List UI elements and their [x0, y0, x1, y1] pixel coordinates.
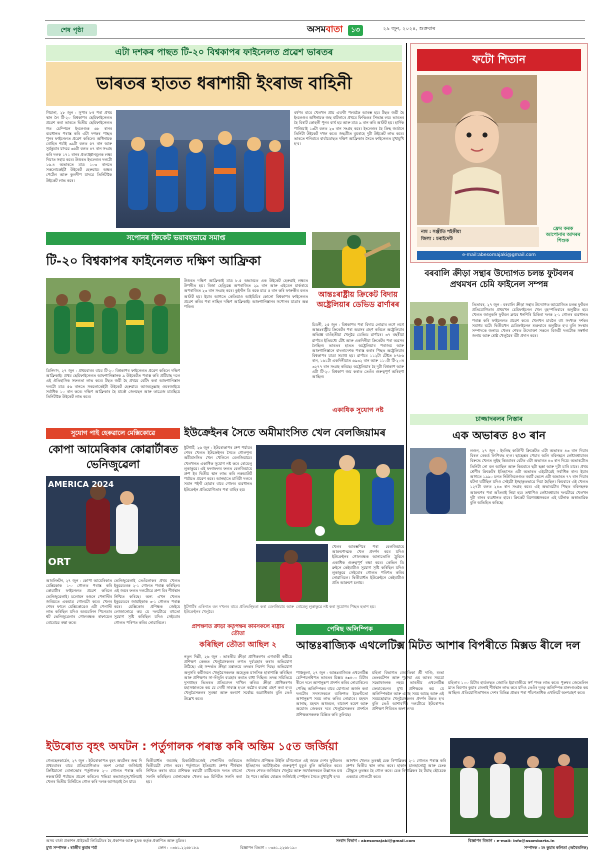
sa-photo [46, 278, 180, 364]
football-photo [410, 302, 468, 360]
copa-headline: কোপা আমেৰিকাৰ কোৱাৰ্টাৰত ভেনিজুৱেলা [48, 443, 178, 471]
photo-feature-email[interactable]: e-mail:abesomajaki@gmail.com [417, 251, 581, 260]
photo-feature-box [410, 43, 588, 263]
sa-headline: টি-২০ বিশ্বকাপৰ ফাইনেলত দক্ষিণ আফ্ৰিকা [46, 253, 261, 268]
frame-it-note: ফ্ৰেম কৰক আপোনাৰ আদৰৰ শিশুক [545, 227, 581, 244]
ukraine-body-2: খেলৰ আৰম্ভণিৰে পৰা বেলজিয়ামে আক্ৰমণাত্মক খেল প্ৰদৰ্শন কৰে যদিও ইউক্ৰেইনৰ গোলৰক্ষক আনাতোলি ট্ৰুবিনে একাধিক গুৰুত্বপূৰ্ণ ৰক্ষা কৰে। কেভিন ডি ব্ৰুইনে কেইবাটাও সুযোগ সৃষ্টি কৰিছিল যদিও লুকাকুৱে সেইবোৰ গোলত পৰিণত কৰিব নোৱাৰিলে। দ্বিতীয়াৰ্ধত ইউক্ৰেইনে কেইবাটাও প্ৰতি আক্ৰমণ চলায়। [332, 544, 404, 586]
photo-feature-title: ফটো শিতান [417, 49, 581, 71]
football-body: তিতাবৰ, ২৭ জুন : বৰবালি ক্ৰীড়া সন্থাৰ উদ্যোগত আয়োজিত চলন্ত ফুটবল প্ৰতিযোগিতাৰ প্ৰথমখন চেমিফাইনেল খেল বৃহস্পতিবাৰে অনুষ্ঠিত হয়। খেলত জালুকনি ফুটবল ক্লাবে ধনশিৰি চিকিৰা দলক ২-১ গোলৰ ব্যৱধানত পৰাস্ত কৰি ফাইনেলত প্ৰৱেশ কৰে। খেলখন চাবলৈ বহু সংখ্যক দৰ্শকৰ সমাগম ঘটে। দ্বিতীয়খন চেমিফাইনেল শুক্ৰবাৰে অনুষ্ঠিত হ'ব বুলি সংস্থাৰ সম্পাদকে জনায়। খেলৰ শেষত উদ্যোক্তা সকলে বিজয়ী দলটোক সম্বৰ্ধনা জনায় আৰু শ্ৰেষ্ঠ খেলুৱৈৰ বঁটা প্ৰদান কৰে। [472, 302, 588, 339]
rahul-kicker: প্ৰশিক্ষণত ক্ৰীড়া কৰ্তৃপক্ষৰ কৰ্মিসকলে ৰাষ্ট্ৰীয় তৌতা [191, 624, 285, 637]
child-image [417, 75, 537, 225]
football-headline: বৰবালি ক্ৰীড়া সন্থাৰ উদ্যোগত চলন্ত ফুটবলৰ প্ৰথমখন চেমি ফাইনেল সম্পন্ন [424, 268, 574, 289]
footer-line-5[interactable]: সংবাদ বিভাগ : abesomajaki@gmail.com [336, 838, 416, 843]
warner-photo [312, 232, 400, 288]
warner-headline: আন্তঃৰাষ্ট্ৰীয় ক্ৰিকেট বিদায় অষ্ট্ৰেলিয়াৰ ডেভিড ৱাৰ্ণাৰৰ [316, 290, 400, 309]
child-caption-district: জিলা : চৰাইদেউ [421, 237, 453, 242]
copa-photo-banner-2: ORT [48, 557, 71, 568]
lead-headline: ভাৰতৰ হাতত ধৰাশায়ী ইংৰাজ বাহিনী [46, 62, 402, 106]
euro-headline: ইউৰোত বৃহৎ অঘটন : পৰ্তুগালক পৰাস্ত কৰি অন্তিম ১৫ত জৰ্জিয়া [46, 740, 338, 753]
footer [46, 836, 588, 856]
euro-body-2: দ্বিতীয়াৰ্ধত জৰ্জেছ মিকাউটাডজেই পেনাল্টিৰ জৰিয়তে দ্বিতীয়টো গোল কৰে। পৰ্তুগালে ইতিমধ্যে গ্ৰুপৰ শীৰ্ষস্থান নিশ্চিত কৰাৰ বাবে প্ৰশিক্ষক ৰবাৰ্টো মাৰ্টিনেজে দলত বহুতো সলনি কৰিছিল। ৰোনাল্ডোক খেলৰ ৬৬ মিনিটত সলনি কৰা হয়। [146, 758, 242, 784]
copa-body-2: ভেনিজুৱেলাই তেওঁলোকৰ প্ৰথম খেলত ইকুৱেডৰক ২-১ গোলত পৰাস্ত কৰিছিল। এই জয়ৰ ফলত দলটোৱে গ্ৰুপ বিৰ শীৰ্ষস্থান নিশ্চিত কৰিছে। অন্য এখন খেলত ইকুৱেডৰে জামাইকাক ৩-১ গোলত পৰাস্ত কৰে। মেক্সিকোৰ প্ৰশিক্ষক জেইমে লোজানোৱে কয় যে দলটোৱে বহুতো সুযোগ সৃষ্টি কৰিছিল যদিও সেইবোৰ গোলত পৰিণত কৰিব নোৱাৰিলে। [114, 578, 180, 625]
warner-body: চিডনী, ২৫ জুন : বিশ্বকাপৰ পৰা বিদায় লোৱাৰ লগে লগে আন্তঃৰাষ্ট্ৰীয় ক্ৰিকেটৰ পৰা অৱসৰ গ্ৰহণ কৰিলে অষ্ট্ৰেলিয়াৰ অভিজ্ঞ বাওঁহতীয়া খেলুৱৈ ডেভিড ৱাৰ্ণাৰে। ৩৭ বছৰীয়া ৱাৰ্ণাৰে ইতিমধ্যে টেষ্ট আৰু একদিনীয়া ক্ৰিকেটৰ পৰা অৱসৰ লৈছিল। ভাৰতৰ হাতত অষ্ট্ৰেলিয়াৰ পৰাজয় আৰু আফগানিস্তানে বাংলাদেশক পৰাস্ত কৰাৰ পিছত অষ্ট্ৰেলিয়াৰ বিশ্বকাপৰ যাত্ৰা সমাপ্ত হয়। ৱাৰ্ণাৰে ১১২টা টেষ্টত ৮৭৮৬ ৰান, ১৬১টা একদিনীয়াত ৬৯৩২ ৰান আৰু ১১০টা টি-২০ত ৩২৭৭ ৰান সংগ্ৰহ কৰিছে। অষ্ট্ৰেলিয়াৰ হৈ দুটা বিশ্বকাপ আৰু এটা টি-২০ বিশ্বকাপ জয় কৰাত তেওঁৰ গুৰুত্বপূৰ্ণ অৰিহণা আছিল। [312, 322, 404, 380]
lead-body-left: গিয়ানা, ২৮ জুন : সুপাৰ ৮ৰ পৰা প্ৰথম স্থান লৈ টি-২০ বিশ্বকাপৰ ছেমিফাইনেলত প্ৰৱেশ কৰা ভাৰতে দ্বিতীয় ছেমিফাইনেলত গত চেম্পিয়ন ইংলেণ্ডক ৬৮ ৰানৰ ব্যৱধানত পৰাস্ত কৰি এটা দশকৰ পাছত পুনৰ ফাইনেলত প্ৰৱেশ কৰিলে। অধিনায়ক ৰোহিত শৰ্মাই ৩৯টা বলত ৫৭ ৰান আৰু সূৰ্যকুমাৰ যাদৱে ৩৬টা বলত ৪৭ ৰান সংগ্ৰহ কৰি দলক ১৭১ ৰানৰ প্ৰত্যাহ্বানমূলক লক্ষ্য দিয়াত সহায় কৰে। উত্তৰত ইংলেণ্ডৰ দলটো ১৬.৪ অভাৰতে মাত্ৰ ১০৩ ৰানতে সকলোকেইটা উইকেট হেৰুৱায়। অক্ষৰ পেটেল আৰু কুলদীপ যাদৱে তিনিটাকৈ উইকেট লাভ কৰে। [46, 110, 112, 183]
masthead [45, 20, 585, 39]
nazim-body: লণ্ডন, ২৭ জুন : ইংলিছ কাউণ্টি ক্ৰিকেটত এটা অভাৰত ৪৩ ৰান দিয়াৰ বিৰল ৰেকৰ্ড লিপিবদ্ধ হ'ল। ছাছেক্সৰ পেচাৰ অলি ৰবিনছনে লেষ্টাৰশ্বায়াৰৰ বিৰুদ্ধে খেলত লুইছ কিমবাৰৰ বেটত এটা অভাৰত ৪৩ ৰান দিয়ে। অভাৰটোত তিনিটা নো বল আছিল আৰু কিমবাৰে ছটা ছক্কা আৰু দুটা চাৰি মাৰে। প্ৰথম শ্ৰেণীৰ ক্ৰিকেটৰ ইতিহাসত এটা অভাৰত এইটোৱেই সৰ্বাধিক ৰান। ইয়াৰ আগতে ১৯৯০ চনত নিউজিলেণ্ডত ৰবাৰ্ট ভেন্সে এটা অভাৰত ৭৭ ৰান দিয়াৰ ঘটনা ঘটিছিল যদিও সেইটো ইচ্ছাকৃতভাৱে দিয়া হৈছিল। কিমবাৰে এই খেলত ১২৭টা বলত ২৪৩ ৰান সংগ্ৰহ কৰে। এই অভাৰটোৰ পিছত ৰবিনছনক আক্ৰমণৰ পৰা আঁতৰাই নিয়া হয়। তথাপিও লেষ্টাৰশ্বায়াৰ দলটোৱে খেলখন দুটা ৰানৰ ব্যৱধানত হাৰে। ক্ৰিকেট বিশেষজ্ঞসকলে এই ঘটনাক অস্বাভাৱিক বুলি অভিহিত কৰিছে। [470, 448, 588, 506]
ukraine-caption-2: ৰোমেলু লুকাকুৱে নষ্ট কৰা সুযোগৰ পিছত হতাশ হয়। [296, 604, 376, 609]
copa-kicker: সুযোগ পাই হেৰুৱালে মেক্সিকোৱে [46, 428, 180, 439]
athletics-headline: আন্তঃৰাজ্যিক এথলেটিক্স মিটত আশাৰ বিপৰীতে মিক্সড ৰীলে দল [296, 639, 581, 652]
child-photo [417, 75, 537, 225]
athletics-kicker: পেৰিছ অলিম্পিক [296, 624, 404, 635]
ukraine-body-1: ষ্টুটগাৰ্ট, ২৬ জুন : ইউৰোকাপৰ গ্ৰুপ পৰ্যায়ৰ শেষৰ খেলত ইউক্ৰেইনৰ সৈতে গোলশূন্য অমীমাংসিত খেল খেলিলে বেলজিয়ামে। খেলখনত একাধিক সুযোগ নষ্ট কৰে ৰোমেলু লুকাকুৱে। এই ফলাফলৰ ফলত বেলজিয়ামে গ্ৰুপ ইৰ দ্বিতীয় স্থান লাভ কৰি নকআউট পৰ্যায়ত প্ৰৱেশ কৰে। আনহাতে চাৰিটা দলৰে সমান পইণ্ট হোৱাৰ বাবে গোলৰ ব্যৱধানত ইউক্ৰেইন প্ৰতিযোগিতাৰ পৰা বাহিৰ হয়। [184, 445, 252, 492]
paper-logo [307, 23, 363, 37]
nazim-headline: এক অভাৰত ৪৩ ৰান [452, 429, 546, 442]
athletics-body-1: পাঞ্চকুলা, ২৭ জুন : আন্তঃৰাজ্যিক এথলেটিক্স চেম্পিয়নশ্বিপত ভাৰতৰ মিক্সড ৪x৪০০ মিটাৰ ৰীলে দলে আশানুৰূপ প্ৰদৰ্শন কৰিব নোৱাৰিলে। পেৰিছ অলিম্পিকৰ বাবে যোগ্যতা অৰ্জন কৰা দলটোৰ সদস্যসকলে ব্যক্তিগত ইভেণ্টতো আশানুৰূপ সময় লাভ কৰিব নোৱাৰে। মহম্মদ আনাছ, মহম্মদ আজমল, ৰাজেশ ৰমেশ আৰু অমোজ জেকবৰ দৰে খেলুৱৈসকলৰ প্ৰদৰ্শনে প্ৰশিক্ষকসকলক চিন্তিত কৰি তুলিছে। [296, 670, 368, 717]
ukraine-kicker: একাধিক সুযোগ নষ্ট [332, 406, 384, 414]
south-africa-players-image [46, 278, 180, 364]
cricket-players-image [116, 110, 290, 228]
footer-line-1: অসম বাৰ্তা প্ৰকাশন প্ৰাইভেট লিমিটেডৰ হৈ প্ৰকাশক আৰু মুদ্ৰক কৰ্তৃক প্ৰকাশিত আৰু মুদ্ৰিত। [46, 838, 186, 843]
footer-line-3: ফোন : ০৩৬১-২২৬৮১৮৯ [158, 845, 199, 850]
nazim-kicker: চাজ্জাদৰলৰ নিস্তাৰ [410, 414, 588, 425]
nazim-photo [410, 448, 466, 514]
lead-body-right: বৰ্ষণৰ বাবে খেলখন প্ৰায় এঘণ্টা পলমকৈ আৰম্ভ হয়। টছত জয়ী হৈ ইংলেণ্ডৰ অধিনায়ক জছ বাটলাৰে প্ৰথমে ফিল্ডিঙৰ সিদ্ধান্ত লয়। ভাৰতৰ হৈ বিৰাট কোহলী পুনৰ ব্যৰ্থ হয় আৰু মাত্ৰ ৯ ৰান কৰি আউট হয়। হাৰ্দিক পাণ্ডিয়াই ১৩টা বলত ২৩ ৰান সংগ্ৰহ কৰে। ইংলেণ্ডৰ হৈ ক্ৰিছ জৰ্ডানে তিনিটা উইকেট দখল কৰে। জছপ্ৰীত বুমৰাহে দুটা উইকেট লাভ কৰে। ভাৰতে শনিবাৰে বাৰ্বাডোছত দক্ষিণ আফ্ৰিকাৰ সৈতে ফাইনেলত মুখামুখি হ'ব। [294, 110, 404, 147]
rahul-headline: কৰিছিল তৌতা আছিল ২ [199, 640, 277, 649]
footer-line-2: মুখ্য সম্পাদক : ৰাজীব কুমাৰ শৰ্মা [46, 845, 98, 850]
footer-line-4: বিজ্ঞাপন বিভাগ : ০৩৬১-২২৬৮১৯০ [240, 845, 298, 850]
sa-body-1: ত্ৰিনিদাদ, ২৭ জুন : প্ৰথমবাৰৰ বাবে টি-২০ বিশ্বকাপৰ ফাইনেলত প্ৰৱেশ কৰিলে দক্ষিণ আফ্ৰিকাই। প্ৰথম ছেমিফাইনেলত আফগানিস্তানক ৯ উইকেটত পৰাস্ত কৰি প্ৰটিয়াছ দলে এই ঐতিহাসিক সফলতা লাভ কৰে। টছত জয়ী হৈ প্ৰথমে বেটিং কৰা আফগানিস্তান দলটো মাত্ৰ ৫৬ ৰানতে সকলোকেইটা উইকেট হেৰুৱায়। আজমতুল্লাহ ওমৰজাইয়ে সৰ্বাধিক ১০ ৰান কৰে। দক্ষিণ আফ্ৰিকাৰ হৈ মাৰ্কো জেনছেন আৰু তাব্ৰেজ চামছিয়ে তিনিটাকৈ উইকেট লাভ কৰে। [46, 368, 180, 400]
belgium-ukraine-match-image [256, 445, 404, 541]
athletics-body-3: মহিলাৰ ১০০ মিটাৰ হাৰ্ডলছত জ্যোতি ইয়াৰাজীয়ে স্বৰ্ণ পদক লাভ কৰে। পুৰুষৰ জেভেলিন থ্ৰ'ত কিশোৰ কুমাৰ জেনাই শীৰ্ষস্থান লাভ কৰে যদিও তেওঁৰ দূৰত্ব অলিম্পিক মানদণ্ডতকৈ কম আছিল। প্ৰতিযোগিতাখনত দেশৰ বিভিন্ন প্ৰান্তৰ পৰা পাঁচশতাধিক এথলিটে অংশগ্ৰহণ কৰে। [448, 680, 588, 696]
child-caption-name: নাম : সঞ্জীতি শইকীয়া [421, 230, 461, 235]
lead-photo [116, 110, 290, 228]
sa-strap: সপোনৰ ক্ৰিকেট ভয়াবহভাৱে সমাপ্ত [46, 232, 306, 245]
ukraine-headline: ইউক্ৰেইনৰ সৈতে অমীমাংসিত খেল বেলজিয়ামৰ [184, 427, 386, 439]
ukraine-photo-1 [256, 445, 404, 541]
lead-kicker: এটা দশকৰ পাছত টি-২০ বিশ্বকাপৰ ফাইনেলত প্ৰৱেশ ভাৰতৰ [46, 45, 402, 61]
euro-body-3: জৰ্জিয়াৰ প্ৰশিক্ষক উইলি চাঁগনোলে এই জয়ক দেশৰ ফুটবলৰ ইতিহাসৰ আটাইতকৈ গুৰুত্বপূৰ্ণ মুহূৰ্ত বুলি অভিহিত কৰে। খেলৰ শেষত জৰ্জিয়াৰ খেলুৱৈ আৰু সমৰ্থকসকলে উল্লাসত মত্ত হৈ পৰে। অন্তিম ষোল্লত জৰ্জিয়াই স্পেইনৰ সৈতে মুখামুখি হ'ব। [246, 758, 342, 779]
paper-name-right: বাতা [325, 25, 343, 35]
copa-body-1: আৰলিংটন, ২৭ জুন : কোপা আমেৰিকাত মেক্সিকোক ১-০ গোলত পৰাস্ত কৰি কোৱাৰ্টাৰ ফাইনেলত প্ৰৱেশ কৰিলে ভেনিজুৱেলাই। চলোমন ৰণ্ডনে পেনাল্টিৰ জৰিয়তে একমাত্ৰ গোলটো কৰে। খেলৰ শেষৰ ফালে মেক্সিকোৱেও এটা পেনাল্টি লাভ কৰিছিল যদিও অৰবেলিন পিনেডাৰ শ্বট ভেনিজুৱেলাৰ গোলৰক্ষক ৰাফায়েল ৰোমোৱে ৰক্ষা কৰে। [46, 578, 112, 625]
euro-body-4: আনখন খেলত তুৰস্কই চেক ৰিপাব্লিকক ২-১ গোলত পৰাস্ত কৰি গ্ৰুপৰ দ্বিতীয় স্থান লাভ কৰে। হাকান চালহানোগ্লু আৰু চেংক টোছুনে তুৰস্কৰ হৈ গোল কৰে। চেক ৰিপাব্লিকৰ হৈ টমাছ ছৌচেকে একমাত্ৰ গোলটো কৰে। [346, 758, 446, 779]
masthead-date: ২৯ জুন, ২০২৪, শুক্ৰবাৰ [383, 26, 436, 32]
football-team-image [410, 302, 468, 360]
rahul-body: নতুন দিল্লী, ২৬ জুন : ভাৰতীয় ক্ৰীড়া প্ৰাধিকৰণৰ এগৰাকী কৰ্মীয়ে প্ৰশিক্ষণ কেন্দ্ৰত খেলুৱৈসকলৰ লগত দুৰ্ব্যৱহাৰ কৰাৰ অভিযোগ উঠিছে। এই সন্দৰ্ভত ক্ৰীড়া মন্ত্ৰালয়ে তদন্তৰ নিৰ্দেশ দিছে। অভিযোগ অনুসৰি কৰ্মীজনে খেলুৱৈসকলক অহেতুক মানসিক হাৰাশাস্তি কৰিছিল আৰু প্ৰশিক্ষণৰ সা-সঁজুলি ব্যৱহাৰ কৰাত বাধা দিছিল। তদন্ত সমিতিয়ে দুসপ্তাহৰ ভিতৰত প্ৰতিবেদন দাখিল কৰিব। ক্ৰীড়া প্ৰাধিকৰণৰ মহাসঞ্চালকে কয় যে দোষী সাব্যস্ত হ'লে কঠোৰ ব্যৱস্থা গ্ৰহণ কৰা হ'ব। খেলুৱৈসকলৰ সুৰক্ষা আৰু কল্যাণ সৰ্বোচ্চ অগ্ৰাধিকাৰ বুলি তেওঁ উল্লেখ কৰে। [184, 654, 292, 701]
lukaku-image [256, 544, 328, 602]
athletics-body-2: মহিলা বিভাগত জ্যোতিকা শ্ৰী দাণ্ডি, শুভা ভেংকটেশন আৰু পুৱাম্মা এম আৰৰ সময়ো সন্তোষজনক নহয়। ভাৰতীয় এথলেটিক্স ফেডাৰেচনৰ মুখ্য প্ৰশিক্ষকে কয় যে অলিম্পিকলৈ আৰু এমাহ সময় আছে আৰু এই সময়ছোৱাত খেলুৱৈসকলৰ প্ৰদৰ্শন উন্নত হ'ব বুলি তেওঁ আশাবাদী। দলটোৱে ইউৰোপত প্ৰশিক্ষণ শিবিৰত অংশ ল'ব। [372, 670, 444, 712]
page-number: ১৩ [348, 25, 363, 36]
paper-name-left: অসম [307, 25, 326, 35]
georgia-celebration-image [450, 738, 588, 834]
child-caption [417, 227, 539, 247]
column-divider [406, 43, 407, 833]
sa-body-2: উত্তৰত দক্ষিণ আফ্ৰিকাই মাত্ৰ ৮.৫ অভাৰতে এক উইকেট হেৰুৱাই লক্ষ্যত উপনীত হয়। ৰিজা হেণ্ড্ৰিক্সে অপৰাজিত ২৯ ৰান আৰু এইডেন মাৰ্কৰামে অপৰাজিত ২৩ ৰান সংগ্ৰহ কৰে। কুইণ্টন ডি ককে মাত্ৰ ৫ ৰান কৰি ফাৰুকীৰ বলত আউট হয়। ইয়াৰ আগতে কেতিয়াও আইচিচিৰ কোনো বিশ্বকাপৰ ফাইনেলত প্ৰৱেশ কৰিব পৰা নাছিল দক্ষিণ আফ্ৰিকাই। আফগানিস্তানৰ সপোনৰ যাত্ৰাৰ অন্ত পৰিল। [184, 278, 308, 310]
copa-photo [46, 476, 180, 574]
ukraine-photo-2 [256, 544, 328, 602]
copa-photo-banner: AMERICA 2024 [48, 480, 114, 489]
cricketer-image [410, 448, 466, 514]
warner-image [312, 232, 400, 288]
footer-line-7: সম্পাদক : মং কুমাৰ কলিতা (অবৈতনিক) [524, 845, 588, 850]
section-label: শেষ পৃষ্ঠা [47, 24, 97, 36]
footer-line-6[interactable]: বিজ্ঞাপন বিভাগ : e-mail: info@asombarta.in [468, 838, 555, 843]
euro-body-1: গেলছেনকাৰ্চেন, ২৭ জুন : ইউৰোকাপত বৃহৎ অঘটনৰ জন্ম দি প্ৰথমবাৰৰ বাবে প্ৰতিযোগিতাত অংশ লোৱা জৰ্জিয়াই ক্ৰিষ্টিয়ানো ৰোনাল্ডোৰ পৰ্তুগালক ২-০ গোলত পৰাস্ত কৰি নকআউট পৰ্যায়ত প্ৰৱেশ কৰিলে। খভিচা কভাৰাত্‌স্‌খেলিয়াই খেলৰ দ্বিতীয় মিনিটতে গোল কৰি দলক আগবঢ়াই লৈ যায়। [46, 758, 142, 784]
euro-photo [450, 738, 588, 834]
ukraine-caption-1: ষ্টুটগাৰ্টৰ এৰিনাত বল দখলৰ বাবে প্ৰতিদ্বন্দ্বিতা কৰা বেলজিয়াম আৰু ইউক্ৰেইনৰ খেলুৱৈ। [184, 604, 294, 615]
